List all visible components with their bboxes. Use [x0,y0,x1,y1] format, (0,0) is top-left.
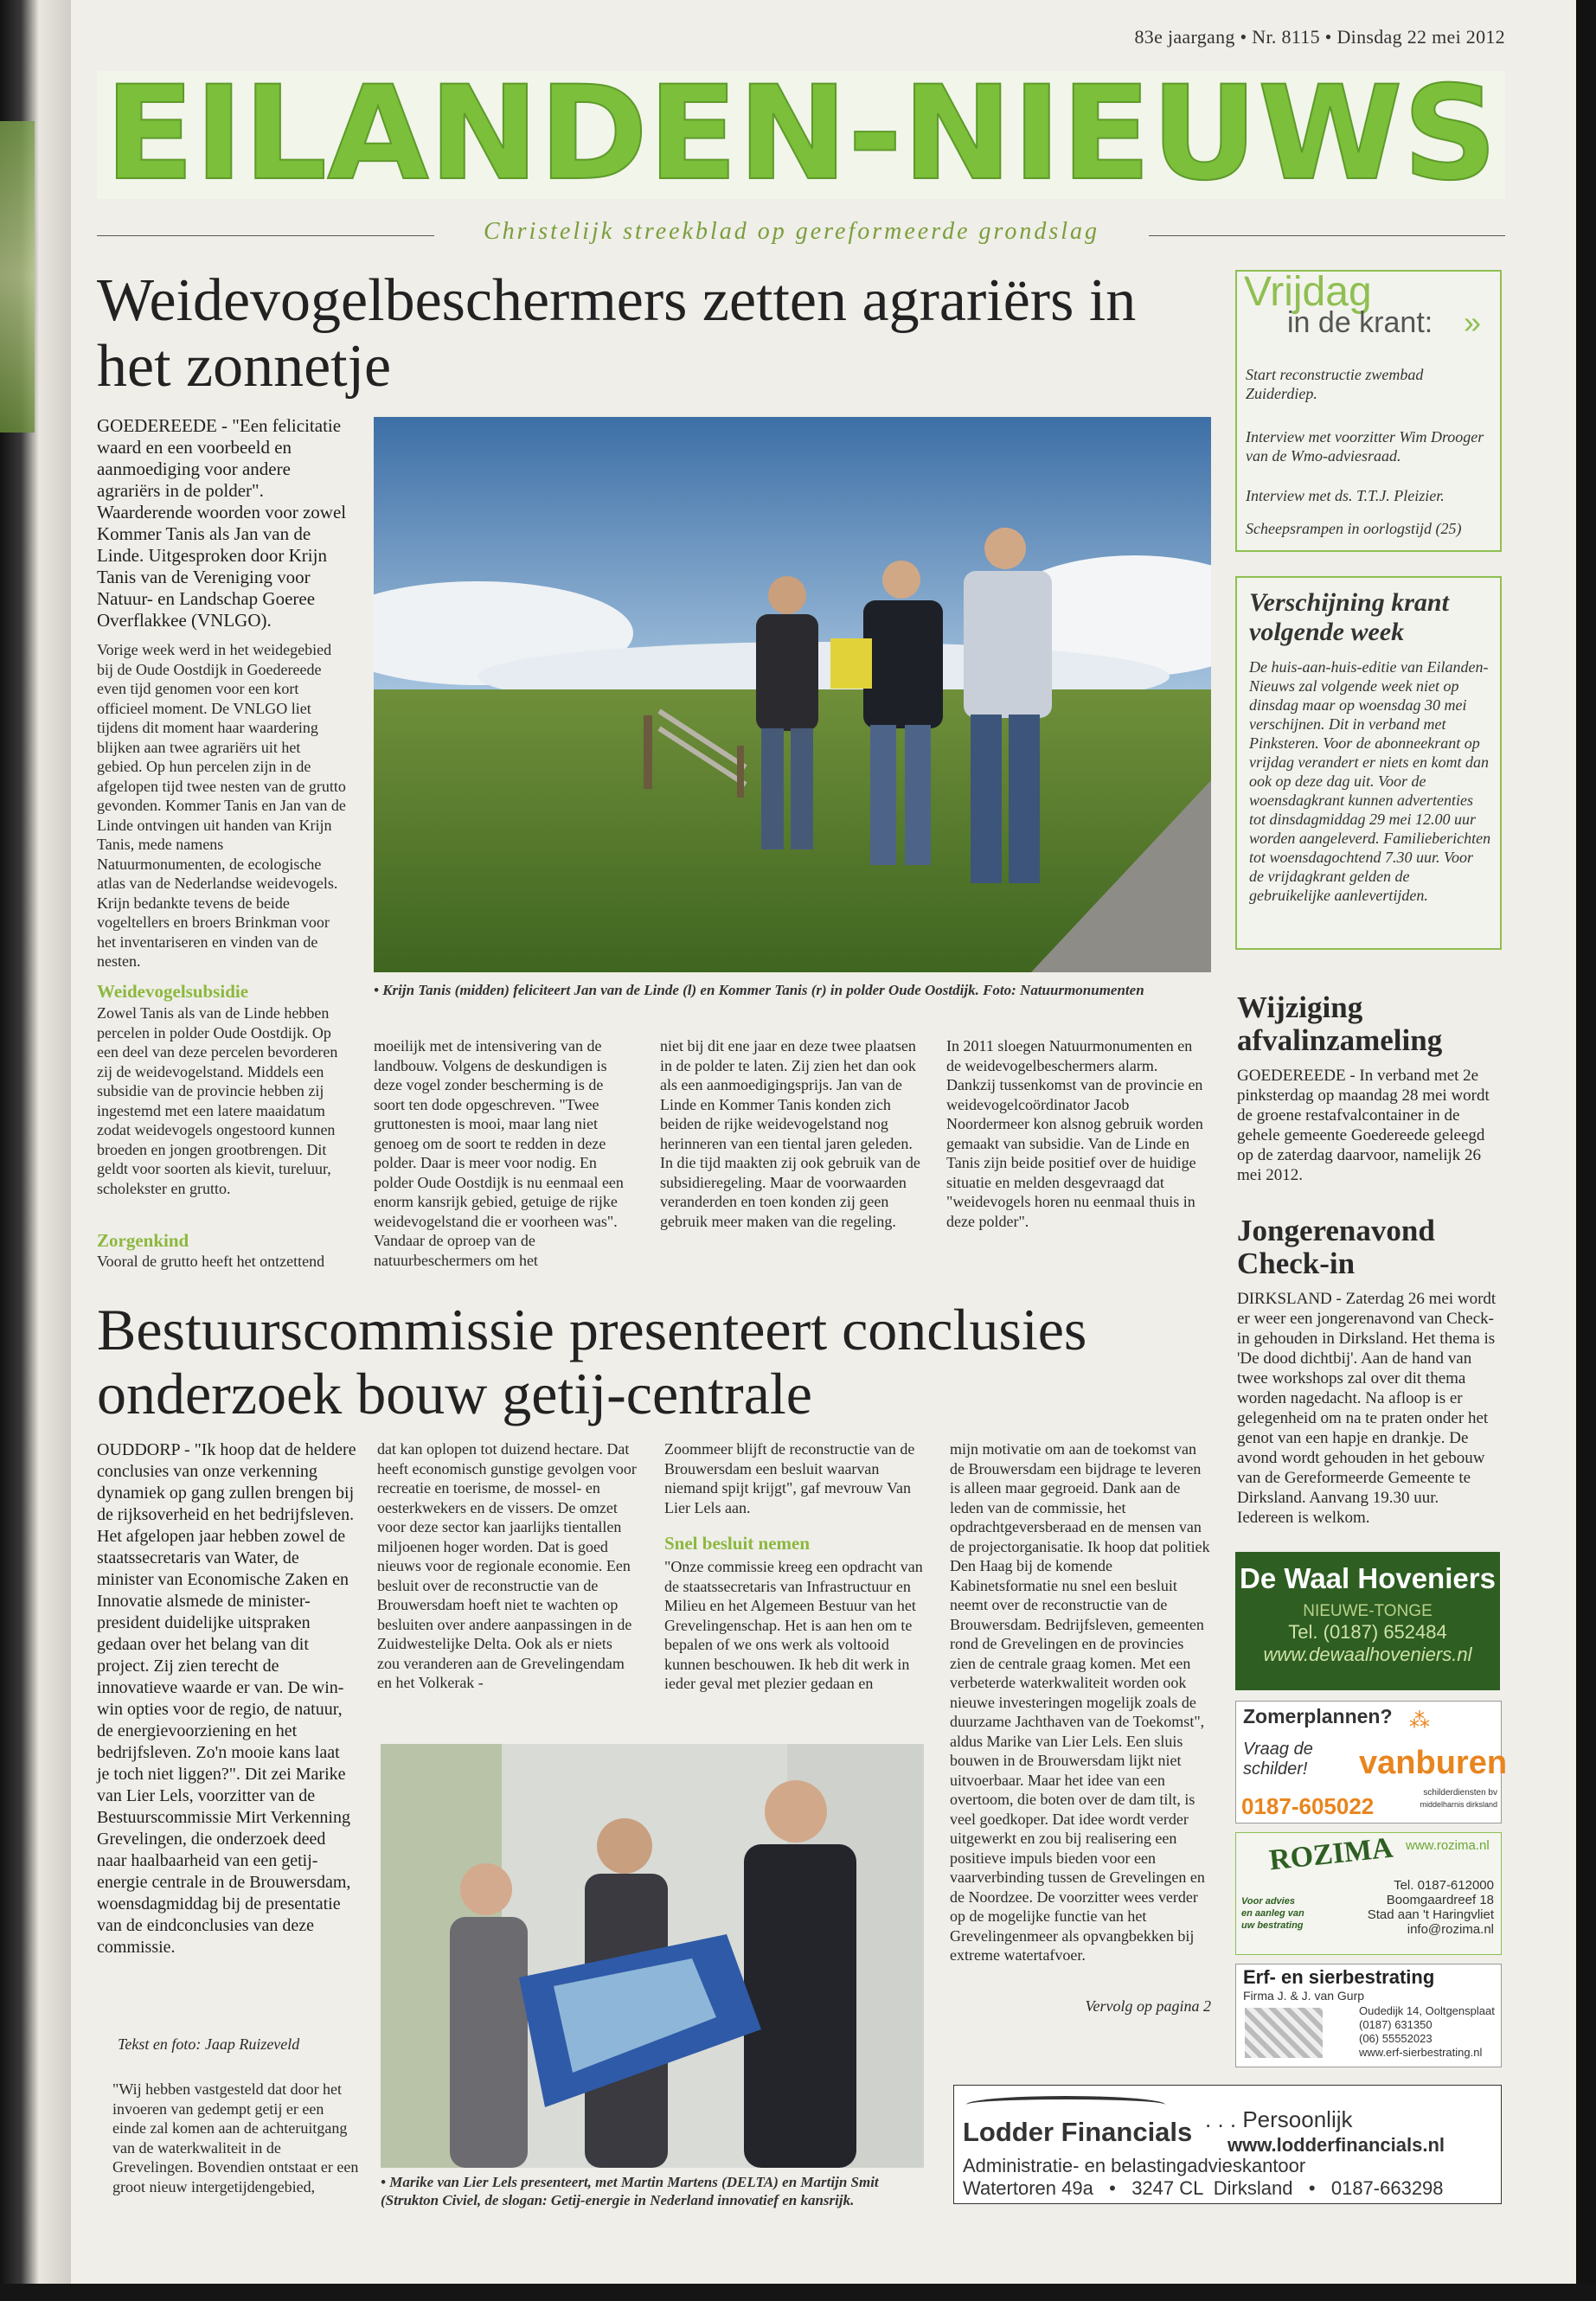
verschijning-title: Verschijning krant volgende week [1249,588,1449,646]
ad-rozima-city: Stad aan 't Haringvliet [1367,1907,1494,1922]
page-edge [1576,0,1596,2301]
ad-rozima-slogan: Voor advies en aanleg van uw bestrating [1241,1896,1304,1931]
ad-rozima-contact [1316,1878,1494,1937]
ad-de-waal-hoveniers[interactable] [1235,1552,1500,1690]
article1-caption: • Krijn Tanis (midden) feliciteert Jan van de Linde (l) en Kommer Tanis (r) in polder Oude Oostdijk. Foto: Natuurmonumenten [374,982,1144,998]
article2-headline: Bestuurscommissie presenteert conclusies onderzoek bouw getij-centrale [97,1297,1087,1426]
article1-col2: moeilijk met de intensivering van de landbouw. Volgens de deskundigen is deze vogel zonder bescherming is de soort ten dode opgeschreven. "Twee gruttonesten is mooi, maar lang niet genoeg om de soort te redden in deze polder. Daar is meer voor nodig. En polder Oude Oostdijk is nu eenmaal een enorm kansrijk gebied, getuige de rijke weidevogelstand die er voorheen was". Vandaar de oproep van de natuurbeschermers om het [374,1037,624,1269]
article2-photo [381,1744,924,2168]
article1-headline: Weidevogelbeschermers zetten agrariërs in het zonnetje [97,267,1137,400]
previous-page-image [0,121,35,433]
verschijning-text: De huis-aan-huis-editie van Eilanden-Nieuws zal volgende week niet op dinsdag maar op woensdag 30 mei verschijnen. Dit in verband met Pinksteren. Voor de abonneekrant op vrijdag verandert er niets en komt dan ook op deze dag uit. Voor de woensdagkrant kunnen advertenties tot dinsdagmiddag 29 mei 12.00 uur worden aangeleverd. Familieberichten tot woensdagochtend 7.30 uur. Voor de vrijdagkrant gelden de gebruikelijke aanlevertijden. [1249,658,1491,904]
article2-byline: Tekst en foto: Jaap Ruizeveld [118,2035,300,2053]
ad-erf-sierbestrating[interactable] [1235,1964,1502,2067]
article2-continued: Vervolg op pagina 2 [1085,1997,1211,2015]
ad-erf-address: Oudedijk 14, Ooltgensplaat [1359,2004,1495,2017]
vrijdag-box [1235,270,1502,552]
ad-erf-contact [1359,2004,1497,2060]
masthead-logo [97,71,1505,199]
ad-vb-question: Zomerplannen? [1243,1705,1393,1727]
article1-col4: In 2011 sloegen Natuurmonumenten en de weidevogelbeschermers alarm. Dankzij tussenkomst van de provincie en weidevogelcoördinator Jacob Noordermeer kon alsnog gebruik worden gemaakt van subsidie. Van de Linde en Tanis zijn beide positief over de huidige situatie en melden desgevraagd dat "weidevogels horen nu eenmaal thuis in deze polder". [946,1037,1203,1230]
ad-lodder-sub: Administratie- en belastingadvieskantoor [963,2155,1306,2176]
ad-rozima-tel: Tel. 0187-612000 [1394,1878,1494,1893]
ad-erf-title: Erf- en sierbestrating [1243,1966,1435,1988]
article2-col3-p2: "Onze commissie kreeg een opdracht van de staatssecretaris van Infrastructuur en Milieu en het Algemeen Bestuur van het Grevelingenschap. Het is aan hen om te bepalen of we ons werk als voltooid kunnen beschouwen. Ik heb dit werk in ieder geval met plezier gedaan en [664,1558,923,1692]
swoosh-icon [966,2096,1165,2113]
ad-vb-brand: vanburen [1359,1745,1508,1781]
ad-erf-owner: Firma J. & J. van Gurp [1243,1989,1365,2003]
ad-erf-phone: (0187) 631350 [1359,2018,1433,2031]
article1-body-2: Zowel Tanis als van de Linde hebben percelen in polder Oude Oostdijk. Op een deel van deze percelen bevorderen zij de weidevogelstand. Middels een subsidie van de provincie hebben zij ingestemd met een latere maaidatum zodat weidevogels ongestoord kunnen broeden en jongen grootbrengen. Dit geldt voor soorten als kievit, tureluur, scholekster en grutto. [97,1004,338,1197]
vrijdag-item-2: Interview met voorzitter Wim Drooger van de Wmo-adviesraad. [1246,428,1484,465]
verschijning-box [1235,576,1502,950]
vrijdag-item-1: Start reconstructie zwembad Zuiderdiep. [1246,366,1424,402]
tagline-rule-left [97,235,434,236]
issue-meta: 83e jaargang • Nr. 8115 • Dinsdag 22 mei 2012 [1134,26,1505,48]
ad-vb-place: middelharnis dirksland [1420,1800,1497,1809]
ad-van-buren[interactable] [1235,1701,1508,1823]
ad-vb-subtitle: schilderdiensten bv [1423,1788,1497,1798]
paving-icon [1245,2008,1323,2058]
article1-body-1: Vorige week werd in het weidegebied bij de Oude Oostdijk in Goedereede even tijd genomen voor een kort officieel moment. De VNLGO liet tijdens dit moment haar waardering blijken aan twee agrariërs uit het gebied. Op hun percelen zijn in de afgelopen tijd twee nesten van de grutto gevonden. Kommer Tanis en Jan van de Linde ontvingen uit handen van Krijn Tanis, mede namens Natuurmonumenten, de ecologische atlas van de Nederlandse weidevogels. Krijn bedankte tevens de beide vogeltellers en broers Brinkman voor het inventariseren en vinden van de nesten. [97,641,346,970]
ad-erf-mobile: (06) 55552023 [1359,2032,1433,2045]
article1-subhead-1: Weidevogelsubsidie [97,981,249,1002]
ad-waal-url: www.dewaalhoveniers.nl [1263,1644,1472,1665]
tagline: Christelijk streekblad op gereformeerde grondslag [483,218,1100,245]
ad-rozima-name: ROZIMA [1267,1831,1395,1877]
article1-photo [374,417,1211,972]
afval-title: Wijziging afvalinzameling [1237,990,1443,1057]
article2-col2: dat kan oplopen tot duizend hectare. Dat heeft economisch gunstige gevolgen voor recreatie en toerisme, de mossel- en oesterkwekers en de vissers. De omzet voor deze sector kan jaarlijks tientallen miljoenen hoger worden. Dat is goed nieuws voor de regionale economie. Een besluit over de reconstructie van de Brouwersdam hoeft niet te wachten op besluiten over andere aanpassingen in de Zuidwestelijke Delta. Ook als er niets zou veranderen aan de Grevelingendam en het Volkerak - [377,1440,637,1691]
ad-rozima-url: www.rozima.nl [1406,1838,1490,1853]
brush-icon: ⁂ [1409,1709,1432,1733]
ad-vb-text: Vraag de schilder! [1243,1740,1313,1779]
article2-col1-tail: "Wij hebben vastgesteld dat door het invoeren van gedempt getij er een einde zal komen aan de achteruitgang van de waterkwaliteit in de Grevelingen. Bovendien ontstaat er een groot nieuw intergetijdengebied, [112,2080,359,2195]
ad-erf-url: www.erf-sierbestrating.nl [1359,2046,1483,2059]
tagline-rule-right [1149,235,1505,236]
page-bottom-edge [0,2284,1596,2301]
ad-rozima[interactable] [1235,1832,1502,1955]
masthead-title: EILANDEN-NIEUWS [105,71,1497,199]
ad-rozima-street: Boomgaardreef 18 [1386,1893,1494,1907]
jongeren-title: Jongerenavond Check-in [1237,1214,1435,1280]
ad-lodder-address: Watertoren 49a • 3247 CL Dirksland • 0187-663298 [963,2177,1444,2199]
ad-lodder-url: www.lodderfinancials.nl [1227,2134,1445,2156]
page-spine [0,0,71,2301]
article2-col4: mijn motivatie om aan de toekomst van de Brouwersdam een bijdrage te leveren is alleen maar gegroeid. Dank aan de leden van de commissie, het opdrachtgeversberaad en de mensen van de projectorganisatie. Ik hoop dat politiek Den Haag bij de komende Kabinetsformatie nu snel een besluit neemt over de reconstructie van de Brouwersdam. Bedrijfsleven, gemeenten rond de Grevelingen en de provincies zien de centrale graag komen. Met een verbeterde waterkwaliteit worden ook nieuwe investeringen mogelijk zoals de duurzame Jachthaven van de Toekomst", aldus Marike van Lier Lels. Een sluis bouwen in de Brouwersdam lijkt niet uitvoerbaar. Maar het idee van een overtoom, die boten over de dam tilt, is veel goedkoper. Dat idee wordt verder uitgewerkt en zou bij realisering een positieve impuls bieden voor een vaarverbinding tussen de Grevelingen en de Noordzee. De voorzitter wees verder op de mogelijke functie van het Grevelingenmeer als opvangbekken bij extreme watertafvoer. [950,1440,1210,1964]
article2-lead: OUDDORP - "Ik hoop dat de heldere conclusies van onze verkenning dynamiek op gang zullen brengen bij de rijksoverheid en het bedrijfsleven. Het afgelopen jaar hebben zowel de staatssecretaris van Water, de minister van Economische Zaken en Innovatie alsmede de minister-president duidelijke uitspraken gedaan over het belang van dit project. Zij zien terecht de innovatieve waarde er van. De win-win opties voor de regio, de natuur, de energievoorziening en het bedrijfsleven. Zo'n mooie kans laat je toch niet liggen?". Dit zei Marike van Lier Lels, voorzitter van de Bestuurscommissie Mirt Verkenning Grevelingen, die onderzoek deed naar haalbaarheid van een getij-energie centrale in de Brouwersdam, woensdagmiddag bij de presentatie van de eindconclusies van deze commissie. [97,1440,356,1957]
ad-waal-name: De Waal Hoveniers [1240,1562,1496,1594]
article1-col3: niet bij dit ene jaar en deze twee plaatsen in de polder te laten. Zij zien het dan ook als een aanmoedigingsprijs. Jan van de Linde en Kommer Tanis konden zich beiden de rijke weidevogelstand nog herinneren van een tiental jaren geleden. In die tijd maakten zij ook gebruik van de subsidieregeling. Maar de voorwaarden veranderden en toen konden zij geen gebruik meer maken van die regeling. [660,1037,920,1230]
article1-subhead-2: Zorgenkind [97,1230,189,1251]
article2-col3-p1: Zoommeer blijft de reconstructie van de Brouwersdam een besluit waarvan niemand spijt krijgt", gaf mevrouw Van Lier Lels aan. [664,1440,915,1516]
polder-photo [374,417,1211,972]
ad-lodder-financials[interactable] [953,2085,1502,2204]
article2-subhead: Snel besluit nemen [664,1533,811,1554]
presentation-photo [381,1744,924,2168]
article1-lead: GOEDEREEDE - "Een felicitatie waard en een voorbeeld en aanmoediging voor andere agrariërs in de polder". Waarderende woorden voor zowel Kommer Tanis als Jan van de Linde. Uitgesproken door Krijn Tanis van de Vereniging voor Natuur- en Landschap Goeree Overflakkee (VNLGO). [97,415,347,631]
ad-waal-place: NIEUWE-TONGE [1303,1602,1433,1620]
masthead-logo-art [97,71,1505,199]
vrijdag-subtitle: in de krant: [1287,306,1433,339]
vrijdag-item-3: Interview met ds. T.T.J. Pleizier. [1246,487,1445,504]
ad-waal-tel: Tel. (0187) 652484 [1288,1621,1447,1643]
jongeren-text: DIRKSLAND - Zaterdag 26 mei wordt er weer een jongerenavond van Check-in gehouden in Dirksland. Het thema is 'De dood dichtbij'. Aan de hand van twee workshops zal over dit thema worden nagedacht. Na afloop is er gelegenheid om na te praten onder het genot van een hapje en drankje. De avond wordt gehouden in het gebouw van de Gereformeerde Gemeente te Dirksland. Aanvang 19.30 uur. Iedereen is welkom. [1237,1290,1497,1527]
ad-lodder-name: Lodder Financials [963,2117,1193,2147]
vrijdag-item-4: Scheepsrampen in oorlogstijd (25) [1246,520,1462,537]
article2-caption: • Marike van Lier Lels presenteert, met Martin Martens (DELTA) en Martijn Smit (Strukton Civiel, de slogan: Getij-energie in Nederland innovatief en kansrijk. [381,2174,879,2208]
ad-lodder-slogan: . . . Persoonlijk [1205,2106,1353,2132]
article1-body-3: Vooral de grutto heeft het ontzettend [97,1253,325,1270]
afval-text: GOEDEREEDE - In verband met 2e pinksterdag op maandag 28 mei wordt de groene restafvalcontainer in de gehele gemeente Goedereede geleegd op de zaterdag daarvoor, namelijk 26 mei 2012. [1237,1067,1490,1184]
ad-rozima-email: info@rozima.nl [1407,1922,1494,1937]
chevron-right-icon: » [1464,304,1482,340]
ad-vb-tel: 0187-605022 [1241,1793,1375,1819]
vrijdag-title: Vrijdag [1244,269,1372,315]
